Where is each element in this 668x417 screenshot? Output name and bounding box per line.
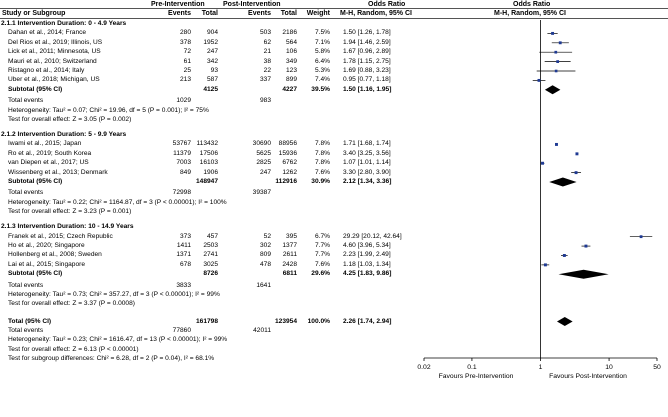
total2-cell: 349 (285, 57, 297, 65)
heterogeneity-text: Heterogeneity: Tau² = 0.73; Chi² = 357.27, df = 3 (P < 0.00001); I² = 99% (8, 291, 220, 299)
total1-cell: 904 (206, 29, 218, 37)
or-left-header: Odds Ratio (368, 1, 406, 8)
x-axis-tick-label: 1 (538, 364, 543, 371)
events2-cell: 337 (259, 76, 271, 84)
total2-cell: 2186 (282, 29, 297, 37)
method-right-header: M-H, Random, 95% CI (494, 10, 566, 17)
events2-header: Events (248, 10, 271, 17)
total1-cell: 247 (206, 48, 218, 56)
events1-cell: 61 (183, 57, 191, 65)
total-events-label: Total events (8, 189, 44, 197)
study-point-estimate (559, 41, 562, 44)
total1-cell: 1906 (203, 168, 218, 176)
weight-cell: 7.5% (314, 29, 330, 37)
ci-cell: 0.95 [0.77, 1.18] (343, 76, 391, 84)
events2-cell: 52 (263, 232, 271, 240)
overall-effect-text: Test for overall effect: Z = 3.37 (P = 0.0008) (8, 300, 135, 308)
events2-cell: 30690 (252, 140, 271, 148)
total1-cell: 17506 (199, 149, 218, 157)
group2-header: Post-Intervention (223, 1, 281, 8)
events2-cell: 478 (259, 260, 271, 268)
weight-cell: 7.7% (314, 251, 330, 259)
study-point-estimate (563, 254, 566, 257)
study-name: Mauri et al., 2010; Switzerland (8, 57, 97, 65)
pooled-diamond (549, 178, 576, 187)
subtotal-label: Subtotal (95% CI) (8, 178, 63, 186)
method-left-header: M-H, Random, 95% CI (340, 10, 412, 17)
group1-header: Pre-Intervention (151, 1, 205, 8)
favours-left-label: Favours Pre-Intervention (438, 373, 514, 380)
total2-cell: 2428 (282, 260, 297, 268)
study-point-estimate (556, 60, 559, 63)
total1-cell: 587 (206, 76, 218, 84)
study-name: Ristagno et al., 2014; Italy (8, 67, 85, 74)
events2-cell: 5625 (256, 149, 271, 157)
weight-cell: 7.6% (314, 260, 330, 268)
subtotal-total2: 112916 (275, 178, 297, 186)
total-events2: 1641 (256, 281, 271, 289)
events1-cell: 280 (179, 29, 191, 37)
total1-cell: 2741 (203, 251, 218, 259)
weight-header: Weight (306, 10, 330, 17)
total-weight: 100.0% (307, 317, 330, 325)
events1-cell: 1411 (176, 242, 191, 250)
subtotal-total1: 4125 (203, 85, 218, 93)
study-point-estimate (538, 79, 541, 82)
ci-cell: 1.78 [1.15, 2.75] (343, 57, 391, 65)
total2-cell: 123 (285, 67, 297, 74)
total-events-label: Total events (8, 326, 44, 334)
subgroup-title: 2.1.3 Intervention Duration: 10 - 14.9 Years (1, 223, 134, 231)
study-column-header: Study or Subgroup (2, 10, 66, 17)
ci-cell: 2.23 [1.99, 2.49] (343, 251, 391, 259)
study-name: Dahan et al., 2014; France (8, 29, 87, 37)
total2-cell: 899 (285, 76, 297, 84)
events1-cell: 7003 (176, 159, 191, 167)
subtotal-weight: 30.9% (311, 178, 330, 186)
weight-cell: 6.4% (314, 57, 330, 65)
weight-cell: 7.4% (314, 76, 330, 84)
weight-cell: 7.1% (314, 38, 330, 46)
study-point-estimate (575, 171, 578, 174)
total-events1: 1029 (176, 97, 191, 105)
total1-cell: 16103 (199, 159, 218, 167)
subtotal-label: Subtotal (95% CI) (8, 85, 63, 93)
total1-cell: 342 (206, 57, 218, 65)
study-point-estimate (554, 51, 557, 54)
total2-cell: 88956 (278, 140, 297, 148)
events1-header: Events (168, 10, 191, 17)
subtotal-total2: 6811 (282, 270, 297, 278)
events1-cell: 72 (183, 48, 191, 56)
study-point-estimate (555, 70, 558, 73)
subtotal-total1: 148947 (195, 178, 218, 186)
ci-cell: 29.29 [20.12, 42.64] (343, 232, 402, 240)
total-events1: 77860 (172, 326, 191, 334)
subtotal-ci: 4.25 [1.83, 9.86] (343, 270, 392, 278)
events1-cell: 213 (179, 76, 191, 84)
weight-cell: 7.6% (314, 168, 330, 176)
study-name: Ho et al., 2020; Singapore (8, 242, 85, 250)
total-total1: 161798 (195, 317, 218, 325)
total1-cell: 457 (206, 232, 218, 240)
subgroup-title: 2.1.1 Intervention Duration: 0 - 4.9 Years (1, 20, 127, 27)
events1-cell: 25 (183, 67, 191, 74)
x-axis-tick-label: 50 (653, 364, 661, 371)
subtotal-total1: 8726 (203, 270, 218, 278)
events2-cell: 503 (259, 29, 271, 37)
study-point-estimate (551, 32, 554, 35)
total-events2: 42011 (253, 326, 271, 334)
study-name: Lick et al., 2011; Minnesota, US (8, 48, 101, 56)
pooled-diamond (558, 270, 608, 279)
overall-effect-text: Test for overall effect: Z = 6.13 (P < 0.00001) (8, 345, 139, 353)
heterogeneity-text: Heterogeneity: Tau² = 0.23; Chi² = 1616.47, df = 13 (P < 0.00001); I² = 99% (8, 336, 228, 344)
events2-cell: 21 (263, 48, 271, 56)
study-point-estimate (541, 162, 544, 165)
total1-cell: 93 (210, 67, 218, 74)
total1-cell: 1952 (203, 38, 218, 46)
weight-cell: 7.8% (314, 140, 330, 148)
total2-cell: 1377 (282, 242, 297, 250)
events2-cell: 2825 (256, 159, 271, 167)
events2-cell: 22 (263, 67, 271, 74)
total-label: Total (95% CI) (8, 317, 52, 325)
heterogeneity-text: Heterogeneity: Tau² = 0.22; Chi² = 1164.87, df = 3 (P < 0.00001); I² = 100% (8, 198, 227, 206)
total-events1: 72998 (172, 189, 191, 197)
study-name: Del Rios et al., 2019; Illinois, US (8, 38, 103, 46)
weight-cell: 7.8% (314, 159, 330, 167)
total2-cell: 564 (285, 38, 297, 46)
weight-cell: 7.7% (314, 242, 330, 250)
subtotal-total2: 4227 (282, 85, 297, 93)
total1-cell: 113432 (196, 140, 218, 148)
events1-cell: 849 (179, 168, 191, 176)
weight-cell: 5.8% (314, 48, 330, 56)
study-point-estimate (555, 143, 558, 146)
total-events2: 983 (259, 97, 271, 105)
events2-cell: 62 (263, 38, 271, 46)
ci-cell: 1.18 [1.03, 1.34] (343, 260, 391, 268)
weight-cell: 6.7% (314, 232, 330, 240)
ci-cell: 1.07 [1.01, 1.14] (343, 159, 391, 167)
subtotal-weight: 29.6% (311, 270, 330, 278)
total-events2: 39387 (252, 189, 271, 197)
total2-cell: 106 (285, 48, 297, 56)
total-events1: 3833 (176, 281, 191, 289)
overall-effect-text: Test for overall effect: Z = 3.05 (P = 0.002) (8, 116, 132, 123)
total2-cell: 6762 (282, 159, 297, 167)
ci-cell: 1.94 [1.46, 2.59] (343, 38, 391, 46)
study-name: Uber et al., 2018; Michigan, US (8, 76, 100, 84)
x-axis-tick-label: 0.02 (417, 364, 431, 371)
x-axis-tick-label: 10 (605, 364, 613, 371)
events1-cell: 678 (179, 260, 191, 268)
events1-cell: 53767 (172, 140, 191, 148)
x-axis-tick-label: 0.1 (467, 364, 477, 371)
study-name: van Diepen et al., 2017; US (8, 159, 89, 167)
events2-cell: 809 (259, 251, 271, 259)
study-point-estimate (544, 263, 547, 266)
study-point-estimate (575, 152, 578, 155)
subgroup-title: 2.1.2 Intervention Duration: 5 - 9.9 Years (1, 131, 127, 139)
events1-cell: 378 (179, 38, 191, 46)
subtotal-ci: 1.50 [1.16, 1.95] (343, 85, 392, 93)
subtotal-ci: 2.12 [1.34, 3.36] (343, 178, 392, 186)
ci-cell: 1.50 [1.26, 1.78] (343, 29, 391, 37)
study-name: Hollenberg et al., 2008; Sweden (8, 251, 102, 259)
events2-cell: 38 (263, 57, 271, 65)
total2-header: Total (280, 10, 297, 17)
ci-cell: 1.69 [0.88, 3.23] (343, 67, 391, 74)
study-name: Franek et al., 2015; Czech Republic (8, 232, 113, 240)
pooled-diamond (545, 85, 560, 94)
ci-cell: 3.30 [2.80, 3.90] (343, 168, 391, 176)
overall-effect-text: Test for overall effect: Z = 3.23 (P = 0.001) (8, 208, 132, 216)
events1-cell: 373 (179, 232, 191, 240)
subtotal-weight: 39.5% (311, 85, 330, 93)
weight-cell: 7.8% (314, 149, 330, 157)
total-total2: 123954 (274, 317, 297, 325)
weight-cell: 5.3% (314, 67, 330, 74)
study-point-estimate (584, 245, 587, 248)
total2-cell: 1262 (282, 168, 297, 176)
total2-cell: 2611 (282, 251, 297, 259)
study-point-estimate (640, 235, 643, 238)
total-events-label: Total events (8, 97, 44, 105)
events1-cell: 11379 (173, 149, 191, 157)
favours-right-label: Favours Post-Intervention (549, 373, 627, 380)
events2-cell: 247 (259, 168, 271, 176)
total2-cell: 395 (285, 232, 297, 240)
subtotal-label: Subtotal (95% CI) (8, 270, 63, 278)
events2-cell: 302 (259, 242, 271, 250)
events1-cell: 1371 (176, 251, 191, 259)
study-name: Wissenberg et al., 2013; Denmark (8, 168, 108, 176)
ci-cell: 1.71 [1.68, 1.74] (343, 140, 391, 148)
ci-cell: 4.60 [3.96, 5.34] (343, 242, 391, 250)
total1-header: Total (201, 10, 218, 17)
ci-cell: 1.67 [0.96, 2.89] (343, 48, 391, 56)
total-events-label: Total events (8, 281, 44, 289)
study-name: Ro et al., 2019; South Korea (8, 149, 92, 157)
total1-cell: 2503 (203, 242, 218, 250)
total2-cell: 15936 (278, 149, 297, 157)
ci-cell: 3.40 [3.25, 3.56] (343, 149, 391, 157)
total1-cell: 3025 (203, 260, 218, 268)
or-right-header: Odds Ratio (513, 1, 551, 8)
total-ci: 2.26 [1.74, 2.94] (343, 317, 392, 325)
heterogeneity-text: Heterogeneity: Tau² = 0.07; Chi² = 19.96, df = 5 (P = 0.001); I² = 75% (8, 106, 209, 114)
study-name: Iwami et al., 2015; Japan (8, 140, 82, 148)
study-name: Lai et al., 2015; Singapore (8, 260, 85, 268)
subgroup-difference-text: Test for subgroup differences: Chi² = 6.28, df = 2 (P = 0.04), I² = 68.1% (8, 355, 215, 363)
pooled-diamond (557, 317, 573, 326)
